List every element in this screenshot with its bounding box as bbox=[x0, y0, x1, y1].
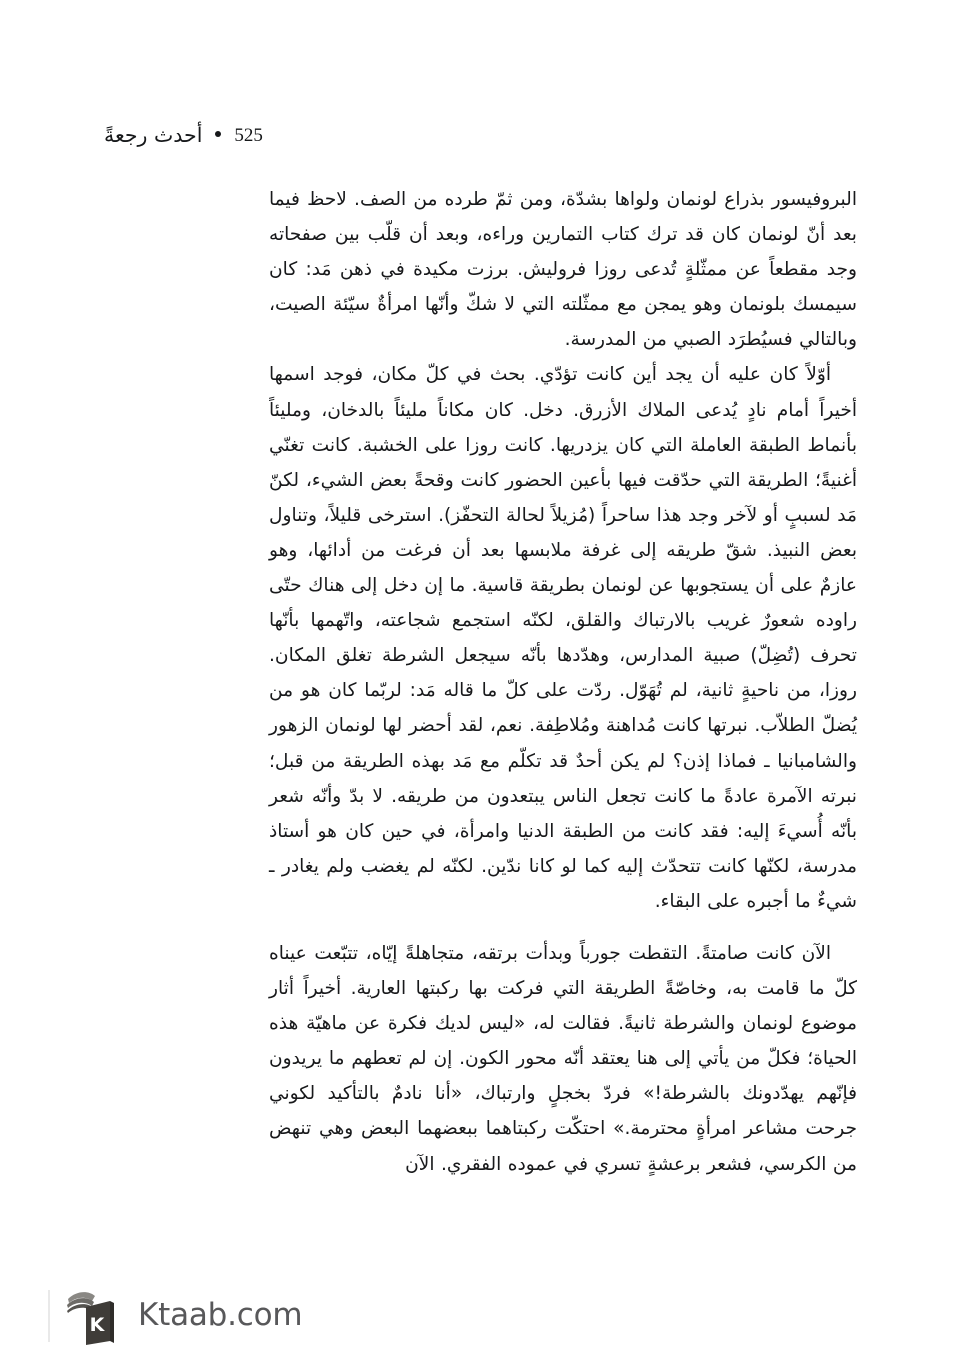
watermark bbox=[62, 1282, 302, 1348]
page-number: 525 bbox=[234, 124, 263, 146]
scan-edge-artifact bbox=[48, 1290, 50, 1342]
running-head-title: أحدث رجعةً bbox=[104, 122, 203, 147]
svg-text:K: K bbox=[89, 1314, 105, 1336]
body-text-block bbox=[269, 182, 857, 1182]
watermark-text: Ktaab.com bbox=[138, 1296, 303, 1333]
paragraph-3: الآن كانت صامتةً. التقطت جورباً وبدأت برتقه، متجاهلةً إيّاه، تتبّعت عيناه كلّ ما قامت به، وخاصّةً الطريقة التي فركت بها ركبتها العارية. أخيراً أثار موضوع لونمان والشرطة ثانيةً. فقالت له، «ليس لديك فكرة عن ماهيّة هذه الحياة؛ فكلّ من يأتي إلى هنا يعتقد أنّه محور الكون. إن لم تعطهم ما يريدون فإنّهم يهدّدونك بالشرطة!» فردّ بخجلٍ وارتباك، «أنا نادمٌ بالتأكيد لكوني جرحت مشاعر امرأةٍ محترمة.» احتكّت ركبتاهما ببعضهما البعض وهي تنهض من الكرسي، فشعر برعشةٍ تسري في عموده الفقري. الآن bbox=[269, 942, 857, 1175]
running-head bbox=[104, 118, 404, 152]
paragraph-2: أوّلاً كان عليه أن يجد أين كانت تؤدّي. بحث في كلّ مكان، فوجد اسمها أخيراً أمام نادٍ يُدعى الملاك الأزرق. دخل. كان مكاناً مليئاً بالدخان، ومليئاً بأنماط الطبقة العاملة التي كان يزدريها. كانت روزا على الخشبة. كانت تغنّي أغنيةً؛ الطريقة التي حدّقت فيها بأعين الحضور كانت وقحةً بعض الشيء، لكنّ مَد لسببٍ أو لآخر وجد هذا ساحراً (مُزيلاً لحالة التحفّز). استرخى قليلاً، وتناول بعض النبيذ. شقّ طريقه إلى غرفة ملابسها بعد أن فرغت من أدائها، وهو عازمٌ على أن يستجوبها عن لونمان بطريقة قاسية. ما إن دخل إلى هناك حتّى راوده شعورٌ غريب بالارتباك والقلق، لكنّه استجمع شجاعته، واتّهمها بأنّها تحرف (تُضِلّ) صبية المدارس، وهدّدها بأنّه سيجعل الشرطة تغلق المكان. روزا، من ناحيةٍ ثانية، لم تُهَوّل. ردّت على كلّ ما قاله مَد: لربّما كان هو من يُضلّ الطلاّب. نبرتها كانت مُداهنة ومُلاطِفة. نعم، لقد أحضر لها لونمان الزهور والشامبانيا ـ فماذا إذن؟ لم يكن أحدٌ قد تكلّم مع مَد بهذه الطريقة من قبل؛ نبرته الآمرة عادةً ما كانت تجعل الناس يبتعدون من طريقه. لا بدّ وأنّه شعر بأنّه أُسيءَ إليه: فقد كانت من الطبقة الدنيا وامرأة، في حين كان هو أستاذ مدرسة، لكنّها كانت تتحدّث إليه كما لو كانا ندّين. لكنّه لم يغضب ولم يغادر ـ شيءٌ ما أجبره على البقاء. bbox=[269, 364, 857, 912]
paragraph-1: البروفيسور بذراع لونمان ولواها بشدّة، ومن ثمّ طرده من الصف. لاحظ فيما بعد أنّ لونمان كان قد ترك كتاب التمارين وراءه، وبعد أن قلّب بين صفحاته وجد مقطعاً عن ممثّلةٍ تُدعى روزا فروليش. برزت مكيدة في ذهن مَد: كان سيمسك بلونمان وهو يمجن مع ممثّلته التي لا شكّ وأنّها امرأةٌ سيّئة الصيت، وبالتالي فسيُطرَد الصبي من المدرسة. bbox=[269, 189, 857, 351]
open-book-icon bbox=[62, 1285, 124, 1345]
running-head-separator-dot bbox=[215, 131, 221, 137]
